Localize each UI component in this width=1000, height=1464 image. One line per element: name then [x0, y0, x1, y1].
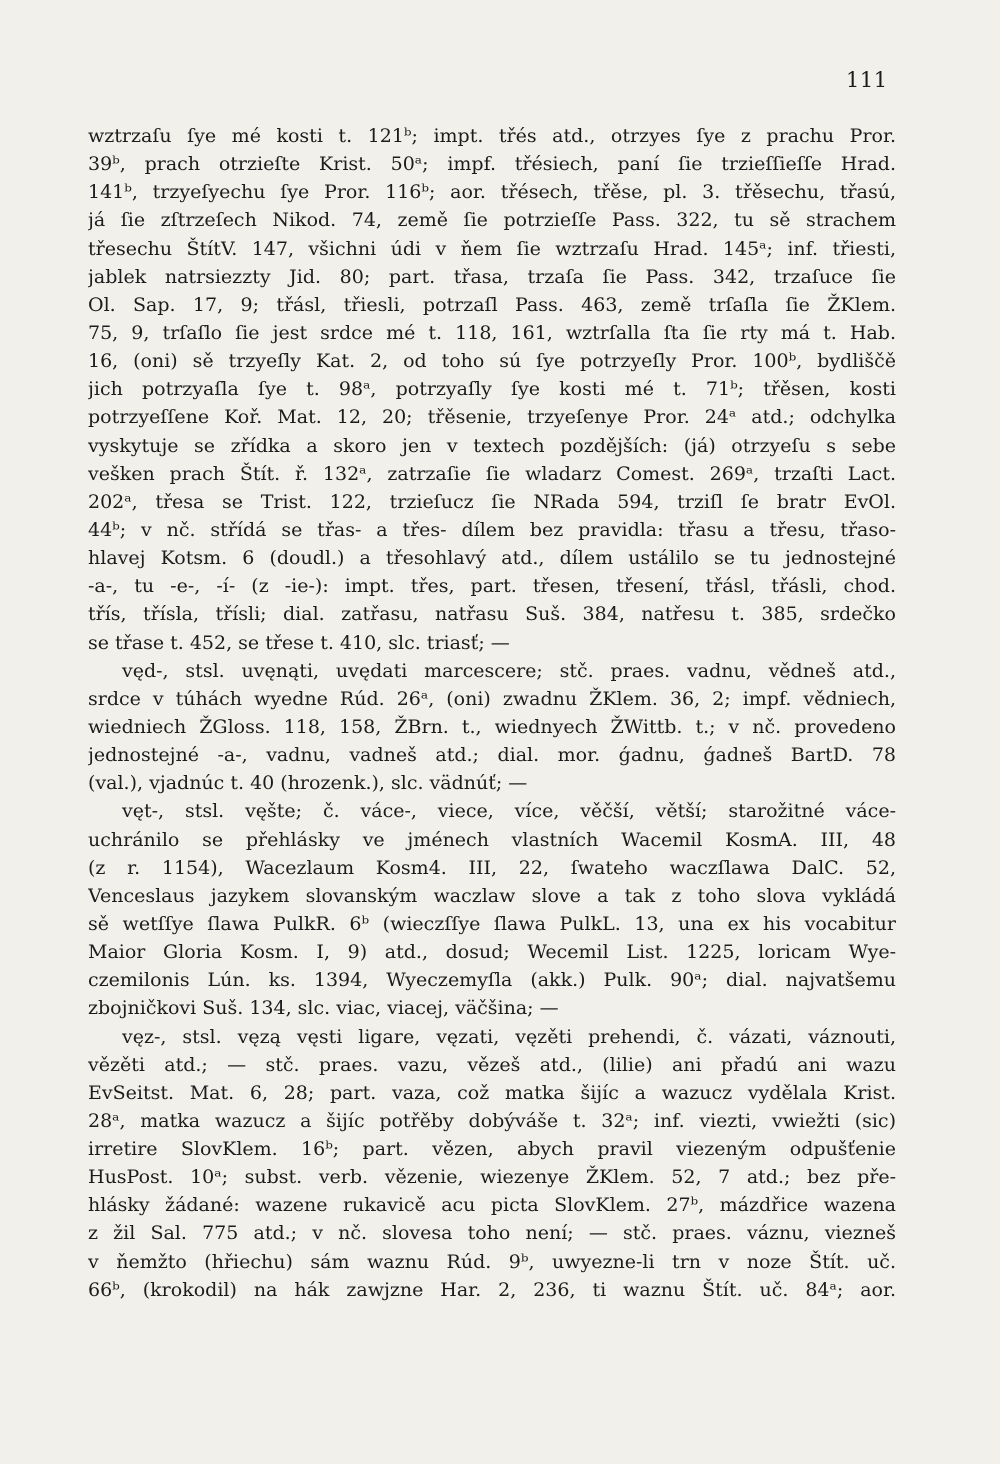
text-line: vęt-, stsl. vęšte; č. váce-, viece, více, věčší, větší; starožitné váce- [122, 800, 896, 823]
text-line: 141ᵇ, trzyeſyechu ſye Pror. 116ᵇ; aor. třésech, třěse, pl. 3. třěsechu, třasú, [88, 181, 896, 204]
text-line: 16, (oni) sě trzyeſly Kat. 2, od toho sú ſye potrzyeſly Pror. 100ᵇ, bydliščě [88, 350, 896, 373]
text-line: vęz-, stsl. vęzą vęsti ligare, vęzati, vęzěti prehendi, č. vázati, váznouti, [122, 1025, 896, 1048]
text-line: (z r. 1154), Wacezlaum Kosm4. III, 22, ſwateho waczſlawa DalC. 52, [88, 856, 896, 879]
text-line: irretire SlovKlem. 16ᵇ; part. vězen, abych pravil viezeným odpušťenie [88, 1138, 896, 1161]
text-line: z žil Sal. 775 atd.; v nč. slovesa toho není; — stč. praes. váznu, viezneš [88, 1222, 896, 1245]
text-line: wiedniech ŽGloss. 118, 158, ŽBrn. t., wiednyech ŽWittb. t.; v nč. provedeno [88, 715, 896, 738]
text-line: 39ᵇ, prach otrzieſte Krist. 50ᵃ; impf. třésiech, paní ſie trzieſſieſſe Hrad. [88, 153, 896, 176]
text-line: -a-, tu -e-, -í- (z -ie-): impt. třes, part. třesen, třesení, třásl, třásli, chod. [88, 575, 896, 598]
text-line: wztrzaſu ſye mé kosti t. 121ᵇ; impt. třés atd., otrzyes ſye z prachu Pror. [88, 125, 896, 147]
text-line: uchránilo se přehlásky ve jménech vlastních Wacemil KosmA. III, 48 [88, 828, 896, 851]
text-line: jablek natrsiezzty Jid. 80; part. třasa, trzaſa ſie Pass. 342, trzaſuce ſie [88, 265, 896, 288]
text-line: 75, 9, trſaſlo ſie jest srdce mé t. 118, 161, wztrſalla ſta ſie rty má t. Hab. [88, 321, 896, 344]
text-line: HusPost. 10ᵃ; subst. verb. vězenie, wiezenye ŽKlem. 52, 7 atd.; bez pře- [88, 1166, 896, 1189]
text-line: jednostejné -a-, vadnu, vadneš atd.; dial. mor. ǵadnu, ǵadneš BartD. 78 [88, 744, 896, 767]
text-line: hlásky žádané: wazene rukavicě acu picta SlovKlem. 27ᵇ, mázdřice wazena [88, 1194, 896, 1217]
text-line: 44ᵇ; v nč. střídá se třas- a třes- dílem bez pravidla: třasu a třesu, třaso- [88, 518, 896, 541]
text-line: třís, třísla, třísli; dial. zatřasu, natřasu Suš. 384, natřesu t. 385, srdečko [88, 603, 896, 626]
text-line: Ol. Sap. 17, 9; třásl, třiesli, potrzaſl Pass. 463, země trſaſla ſie ŽKlem. [88, 293, 896, 316]
page-number: 111 [846, 68, 888, 92]
text-line: vešken prach Štít. ř. 132ᵃ, zatrzaſie ſie wladarz Comest. 269ᵃ, trzaſti Lact. [88, 462, 896, 485]
text-line: vězěti atd.; — stč. praes. vazu, vězeš atd., (lilie) ani přadú ani wazu [88, 1053, 896, 1076]
text-line: (val.), vjadnúc t. 40 (hrozenk.), slc. vädnúť; — [88, 772, 528, 795]
text-line: 28ᵃ, matka wazucz a šijíc potřěby dobývášе t. 32ᵃ; inf. viezti, vwiežti (sic) [88, 1109, 896, 1132]
text-line: czemilonis Lún. ks. 1394, Wyeczemyſla (akk.) Pulk. 90ᵃ; dial. najvatšemu [88, 969, 896, 992]
body-text [88, 122, 896, 1304]
text-line: zbojničkovi Suš. 134, slc. viac, viacej, väčšina; — [88, 997, 559, 1020]
text-line: hlavej Kotsm. 6 (doudl.) a třesohlavý atd., dílem ustálilo se tu jednostejné [88, 547, 896, 570]
text-line: se třase t. 452, se třese t. 410, slc. triasť; — [88, 631, 510, 654]
text-line: sě wetſſye ſlawa PulkR. 6ᵇ (wieczſſye ſlawa PulkL. 13, una ex his vocabitur [88, 912, 896, 935]
text-line: Maior Gloria Kosm. I, 9) atd., dosud; Wecemil List. 1225, loricam Wye- [88, 941, 896, 964]
text-line: EvSeitst. Mat. 6, 28; part. vaza, což matka šijíc a wazucz vydělala Krist. [88, 1081, 896, 1104]
text-line: já ſie zſtrzeſech Nikod. 74, země ſie potrzieſſe Pass. 322, tu sě strachem [88, 209, 896, 232]
text-line: srdce v túhách wyedne Rúd. 26ᵃ, (oni) zwadnu ŽKlem. 36, 2; impf. vědniech, [88, 687, 896, 710]
text-line: jich potrzyaſla ſye t. 98ᵃ, potrzyaſly ſye kosti mé t. 71ᵇ; třěsen, kosti [88, 378, 896, 401]
text-line: vęd-, stsl. uvęnąti, uvędati marcescere; stč. praes. vadnu, vědneš atd., [122, 659, 896, 682]
text-line: 202ᵃ, třesa se Trist. 122, trzieſucz ſie NRada 594, trziſl ſe bratr EvOl. [88, 490, 896, 513]
text-line: Venceslaus jazykem slovanským waczlaw slove a tak z toho slova vykládá [88, 884, 896, 907]
text-line: vyskytuje se zřídka a skoro jen v textech pozdějších: (já) otrzyeſu s sebe [88, 434, 896, 457]
text-line: potrzyeſſene Koř. Mat. 12, 20; třěsenie, trzyeſenye Pror. 24ᵃ atd.; odchylka [88, 406, 896, 429]
text-line: 66ᵇ, (krokodil) na hák zawjzne Har. 2, 236, ti waznu Štít. uč. 84ᵃ; aor. [88, 1278, 896, 1301]
text-line: třesechu ŠtítV. 147, všichni údi v ňem ſie wztrzaſu Hrad. 145ᵃ; inf. třiesti, [88, 237, 896, 260]
text-line: v ňemžto (hřiechu) sám waznu Rúd. 9ᵇ, uwyezne-li trn v noze Štít. uč. [88, 1250, 896, 1273]
